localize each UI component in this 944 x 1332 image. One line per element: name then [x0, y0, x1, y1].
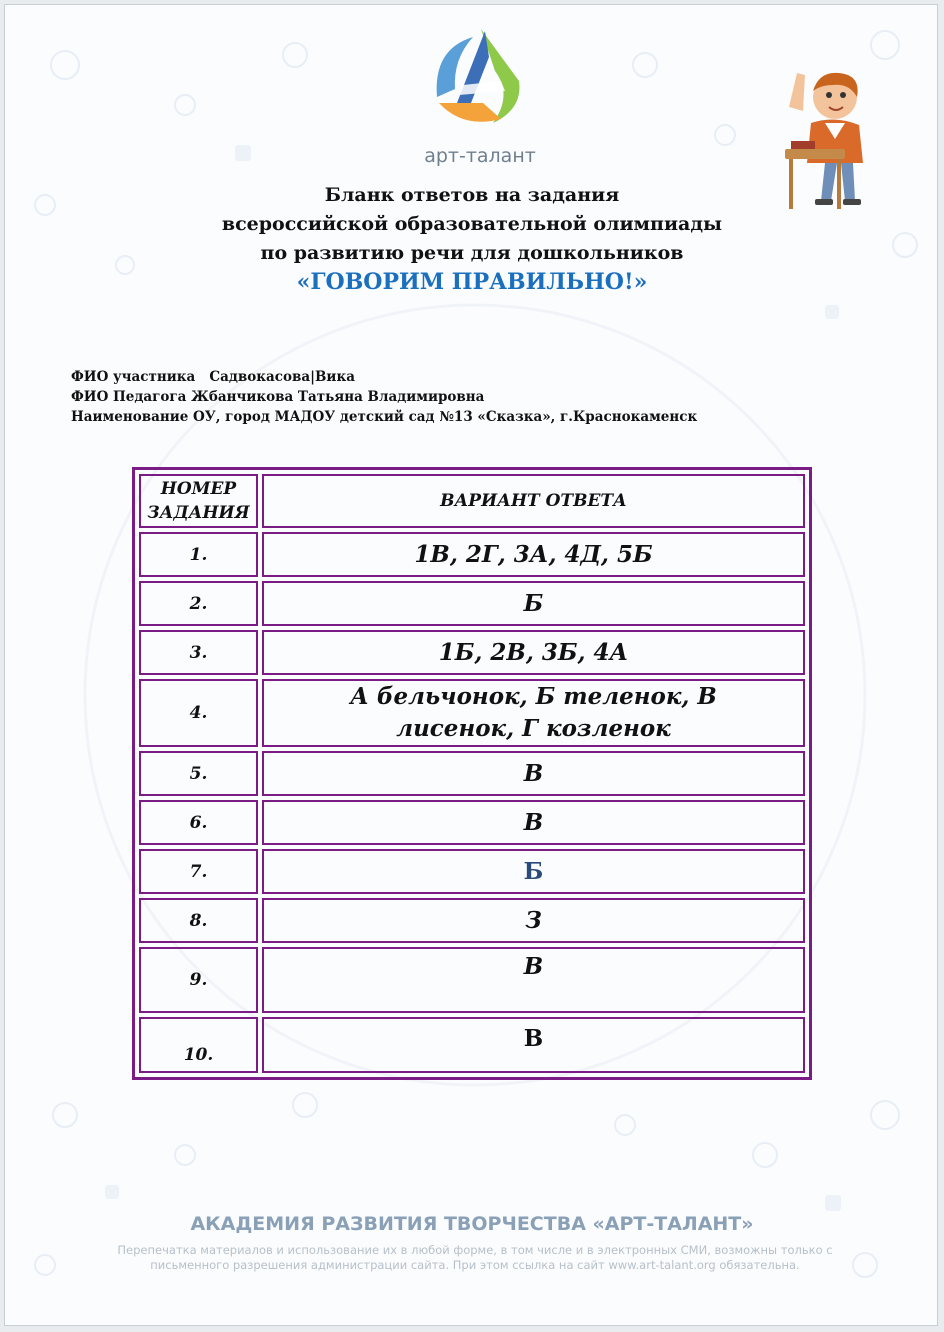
school-label: Наименование ОУ, город: [71, 409, 270, 425]
task-answer: В: [262, 947, 805, 1013]
header-task-number: [139, 474, 258, 528]
table-row: [139, 532, 805, 577]
document-page: [4, 4, 938, 1326]
table-row: [139, 898, 805, 943]
table-row: [139, 679, 805, 747]
table-row: [139, 630, 805, 675]
art-talant-logo: [423, 19, 533, 129]
answers-table: [132, 467, 812, 1080]
table-row: [139, 800, 805, 845]
school-value: МАДОУ детский сад №13 «Сказка», г.Краснокаменск: [274, 409, 698, 425]
task-answer: 1В, 2Г, 3А, 4Д, 5Б: [262, 532, 805, 577]
task-number: 8.: [139, 898, 258, 943]
task-number: 2.: [139, 581, 258, 626]
task-answer: В: [262, 800, 805, 845]
task-number: 3.: [139, 630, 258, 675]
task-number: 9.: [139, 947, 258, 1013]
task-number: 7.: [139, 849, 258, 894]
task-answer: 1Б, 2В, 3Б, 4А: [262, 630, 805, 675]
header-task-number-line1: НОМЕР: [160, 479, 237, 499]
page-title: [5, 181, 938, 297]
table-row: [139, 581, 805, 626]
teacher-label: ФИО Педагога: [71, 389, 187, 405]
header-task-number-line2: ЗАДАНИЯ: [147, 503, 250, 523]
task-answer: В: [262, 751, 805, 796]
header-answer: ВАРИАНТ ОТВЕТА: [262, 474, 805, 528]
participant-info: [71, 367, 891, 427]
footer-note: Перепечатка материалов и использование их в любой форме, в том числе и в электронных СМИ, возможны только с письменного разрешения администрации сайта. При этом ссылка на сайт www.art-talant.org обязательна.: [117, 1243, 833, 1272]
task-answer: Б: [262, 849, 805, 894]
task-answer: З: [262, 898, 805, 943]
title-line-2: всероссийской образовательной олимпиады: [221, 213, 723, 235]
school-line: [71, 407, 891, 427]
participant-line: [71, 367, 891, 387]
task-answer: А бельчонок, Б теленок, В лисенок, Г козленок: [262, 679, 805, 747]
table-header-row: [139, 474, 805, 528]
task-number: 10.: [139, 1017, 258, 1073]
table-row: [139, 751, 805, 796]
teacher-line: [71, 387, 891, 407]
participant-label: ФИО участника: [71, 369, 196, 385]
logo-text: арт-талант: [424, 145, 536, 167]
title-line-olympiad-name: «ГОВОРИМ ПРАВИЛЬНО!»: [296, 269, 648, 295]
task-number: 4.: [139, 679, 258, 747]
table-row: [139, 1017, 805, 1073]
table-row: [139, 849, 805, 894]
footer-title: АКАДЕМИЯ РАЗВИТИЯ ТВОРЧЕСТВА «АРТ-ТАЛАНТ»: [190, 1213, 754, 1235]
task-number: 1.: [139, 532, 258, 577]
task-number: 5.: [139, 751, 258, 796]
task-number: 6.: [139, 800, 258, 845]
task-answer: В: [262, 1017, 805, 1073]
teacher-value: Жбанчикова Татьяна Владимировна: [191, 389, 485, 405]
task-answer: Б: [262, 581, 805, 626]
title-line-1: Бланк ответов на задания: [324, 184, 620, 206]
title-line-3: по развитию речи для дошкольников: [260, 242, 684, 264]
participant-value: Садвокасова|Вика: [209, 369, 355, 385]
table-row: [139, 947, 805, 1013]
